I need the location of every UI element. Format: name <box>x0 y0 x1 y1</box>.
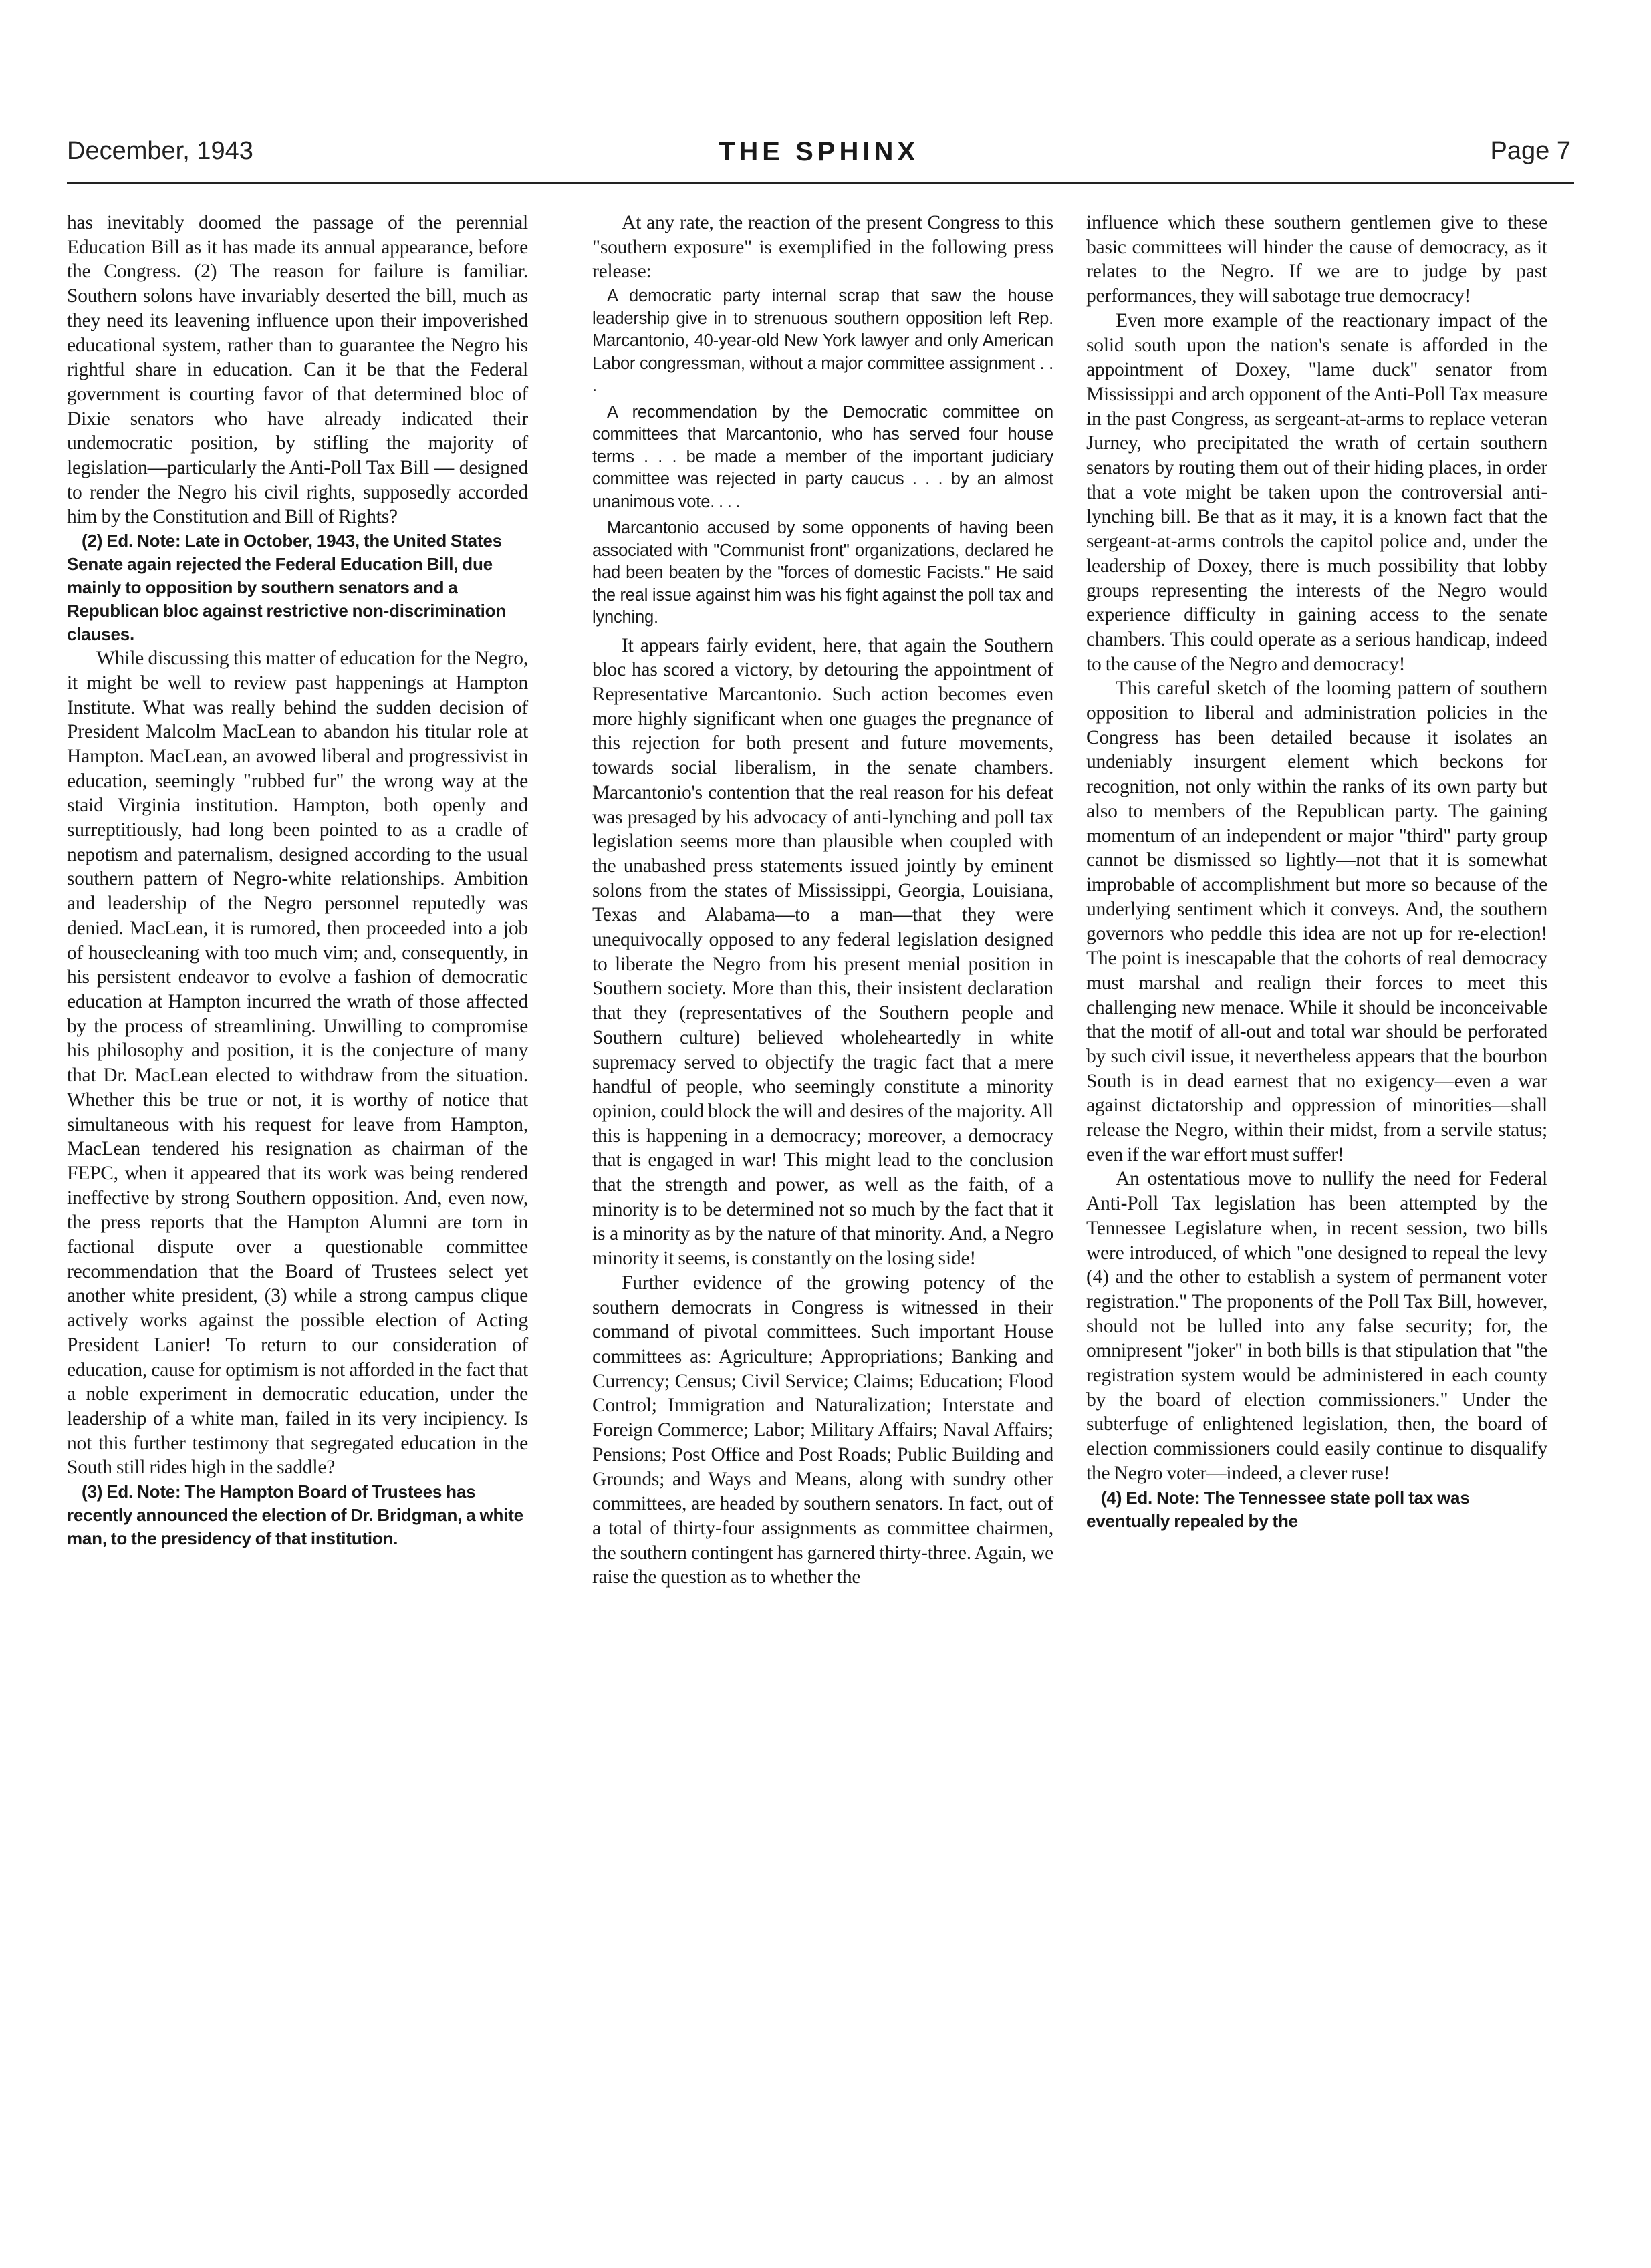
paragraph: influence which these southern gentlemen give to these basic committees will hinder the cause of democracy, as it relates to the Negro. If we are to judge by past performances, they will sabotage true democracy! <box>1086 212 1547 307</box>
editor-note: (4) Ed. Note: The Tennessee state poll tax was eventually repealed by the <box>1086 1487 1470 1531</box>
column-3 <box>1086 210 1547 1533</box>
editor-note: (2) Ed. Note: Late in October, 1943, the United States Senate again rejected the Federal Education Bill, due mainly to opposition by southern senators and a Republican bloc against restrictive non-discrimination clauses. <box>67 531 506 645</box>
header-rule <box>67 182 1574 184</box>
paragraph: While discussing this matter of education for the Negro, it might be well to review past happenings at Hampton Institute. What was really behind the sudden decision of President Malcolm MacLean to abandon his titular role at Hampton. MacLean, an avowed liberal and progressivist in education, seemingly "rubbed fur" the wrong way at the staid Virginia institution. Hampton, both openly and surreptitiously, had long been pointed to as a cradle of nepotism and paternalism, designed according to the usual southern pattern of Negro-white relationships. Ambition and leadership of the Negro personnel reputedly was denied. MacLean, it is rumored, then proceeded into a job of housecleaning with too much vim; and, consequently, in his persistent endeavor to evolve a fashion of democratic education at Hampton incurred the wrath of those affected by the process of streamlining. Unwilling to compromise his philosophy and position, it is the conjecture of many that Dr. MacLean elected to withdraw from the situation. Whether this be true or not, it is worthy of notice that simultaneous with his request for leave from Hampton, MacLean tendered his resignation as chairman of the FEPC, when it appeared that its work was being rendered ineffective by strong Southern opposition. And, even now, the press reports that the Hampton Alumni are torn in factional dispute over a questionable committee recommendation that the Board of Trustees select yet another white president, (3) while a strong campus clique actively works against the possible election of Acting President Lanier! To return to our consideration of education, cause for optimism is not afforded in the fact that a noble experiment in democratic education, under the leadership of a white man, failed in its very incipiency. Is not this further testimony that segregated education in the South still rides high in the saddle? <box>67 648 528 1479</box>
page-number: Page 7 <box>1490 137 1571 165</box>
paragraph: Even more example of the reactionary impact of the solid south upon the nation's senate is afforded in the appointment of Doxey, "lame duck" senator from Mississippi and arch opponent of the Anti-Poll Tax measure in the past Congress, as sergeant-at-arms to replace veteran Jurney, who precipitated the wrath of certain southern senators by routing them out of their hiding places, in order that a vote might be taken upon the controversial anti-lynching bill. Be that as it may, it is a known fact that the sergeant-at-arms controls the capitol police and, under the leadership of Doxey, there is much possibility that lobby groups representing the interests of the Negro would experience difficulty in gaining access to the senate chambers. This could operate as a serious handicap, indeed to the cause of the Negro and democracy! <box>1086 309 1547 675</box>
press-release-excerpt: A democratic party internal scrap that saw the house leadership give in to strenuous southern opposition left Rep. Marcantonio, 40-year-old New York lawyer and only American Labor congressman, without a major committee assignment . . . <box>592 287 1053 396</box>
paragraph: An ostentatious move to nullify the need for Federal Anti-Poll Tax legislation has been attempted by the Tennessee Legislature when, in recent session, two bills were introduced, of which "one designed to repeal the levy (4) and the other to establish a system of permanent voter registration." The proponents of the Poll Tax Bill, however, should not be lulled into any false security; for, the omnipresent "joker" in both bills is that stipulation that "the registration system would be administered in each county by the board of election commissioners." Under the subterfuge of enlightened legislation, then, the board of election commissioners could easily continue to disqualify the Negro voter—indeed, a clever ruse! <box>1086 1168 1547 1484</box>
press-release-excerpt: A recommendation by the Democratic committee on committees that Marcantonio, who has served four house terms . . . be made a member of the important judiciary committee was rejected in party caucus . . . by an almost unanimous vote. . . . <box>592 402 1053 511</box>
page-header <box>67 137 1571 184</box>
paragraph: has inevitably doomed the passage of the perennial Education Bill as it has made its annual appearance, before the Congress. (2) The reason for failure is familiar. Southern solons have invariably deserted the bill, much as they need its leavening influence upon their impoverished educational system, rather than to guarantee the Negro his rightful share in education. Can it be that the Federal government is courting favor of that determined bloc of Dixie senators who have already indicated their undemocratic position, by stifling the majority of legislation—particularly the Anti-Poll Tax Bill — designed to render the Negro his civil rights, supposedly accorded him by the Constitution and Bill of Rights? <box>67 212 528 528</box>
editor-note: (3) Ed. Note: The Hampton Board of Trustees has recently announced the election of Dr. Bridgman, a white man, to the presidency of that institution. <box>67 1481 523 1549</box>
paragraph: This careful sketch of the looming pattern of southern opposition to liberal and administration policies in the Congress has been detailed because it isolates an undeniably insurgent element which beckons for recognition, not only within the ranks of its own party but also to members of the Republican party. The gaining momentum of an independent or major "third" party group cannot be dismissed so lightly—not that it is somewhat improbable of accomplishment but more so because of the underlying sentiment which it conveys. And, the southern governors who peddle this idea are not up for re-election! The point is inescapable that the cohorts of real democracy must marshal and realign their forces to meet this challenging new menace. While it should be inconceivable that the motif of all-out and total war should be perforated by such civil issue, it nevertheless appears that the bourbon South is in dead earnest that no exigency—even a war against dictatorship and oppression of minorities—shall release the Negro, within their midst, from a servile status; even if the war effort must suffer! <box>1086 678 1547 1165</box>
paragraph: At any rate, the reaction of the present Congress to this "southern exposure" is exemplified in the following press release: <box>592 212 1053 283</box>
column-1 <box>67 210 528 1550</box>
press-release-excerpt: Marcantonio accused by some opponents of having been associated with "Communist front" organizations, declared he had been beaten by the "forces of domestic Facists." He said the real issue against him was his fight against the poll tax and lynching. <box>592 519 1053 627</box>
issue-date: December, 1943 <box>67 137 253 165</box>
paragraph: It appears fairly evident, here, that again the Southern bloc has scored a victory, by detouring the appointment of Representative Marcantonio. Such action becomes even more highly significant when one guages the pregnance of this rejection for both present and future movements, towards social liberalism, in the senate chambers. Marcantonio's contention that the real reason for his defeat was presaged by his advocacy of anti-lynching and poll tax legislation seems more than plausible when coupled with the unabashed press statements issued jointly by eminent solons from the states of Mississippi, Georgia, Louisiana, Texas and Alabama—to a man—that they were unequivocally opposed to any federal legislation designed to liberate the Negro from his present menial position in Southern society. More than this, their insistent declaration that they (representatives of the Southern people and Southern culture) believed wholeheartedly in white supremacy served to objectify the tragic fact that a mere handful of people, who seemingly constitute a minority opinion, could block the will and desires of the majority. All this is happening in a democracy; moreover, a democracy that is engaged in war! This might lead to the conclusion that the strength and power, as well as the faith, of a minority is to be determined not so much by the fact that it is a minority as by the nature of that minority. And, a Negro minority it seems, is constantly on the losing side! <box>592 634 1053 1270</box>
paragraph: Further evidence of the growing potency of the southern democrats in Congress is witnessed in their command of pivotal committees. Such important House committees as: Agriculture; Appropriations; Banking and Currency; Census; Civil Service; Claims; Education; Flood Control; Immigration and Naturalization; Interstate and Foreign Commerce; Labor; Military Affairs; Naval Affairs; Pensions; Post Office and Post Roads; Public Building and Grounds; and Ways and Means, along with sundry other committees, are headed by southern senators. In fact, out of a total of thirty-four assignments as committee chairmen, the southern contingent has garnered thirty-three. Again, we raise the question as to whether the <box>592 1272 1053 1588</box>
column-2 <box>592 210 1053 1590</box>
publication-title: THE SPHINX <box>718 137 920 166</box>
